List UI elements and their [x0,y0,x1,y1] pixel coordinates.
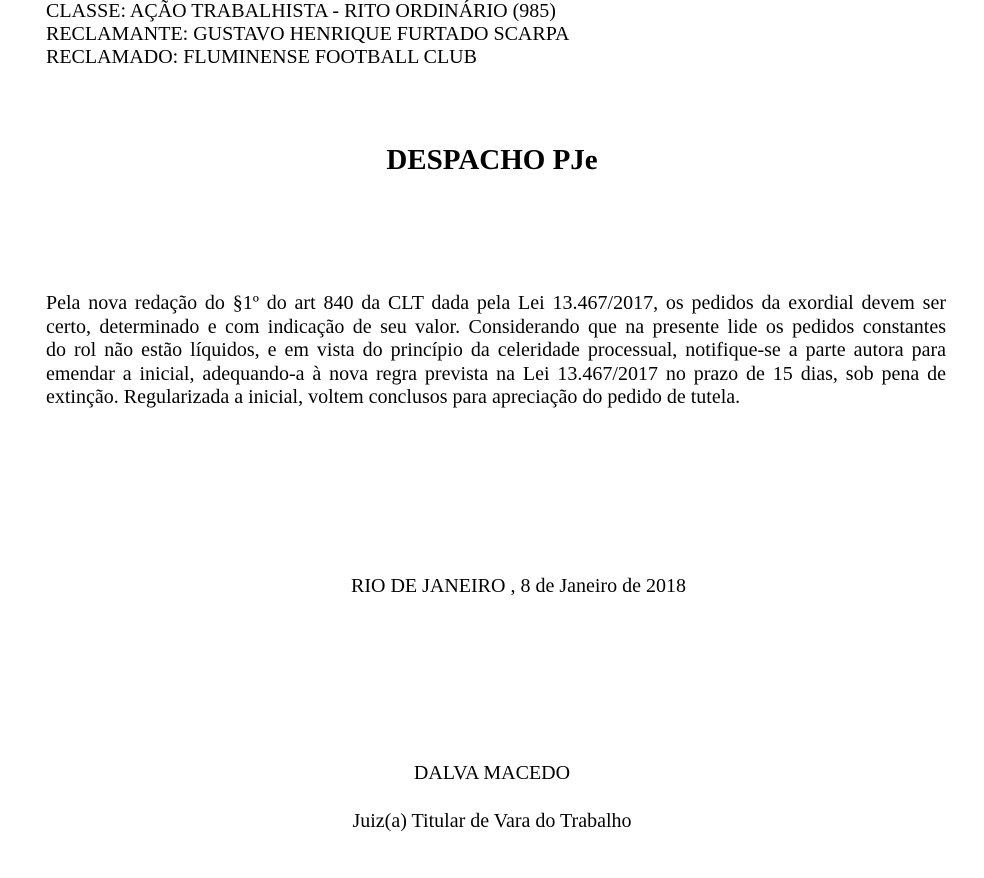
body-line-4: emendar a inicial, adequando-a à nova regra prevista na Lei 13.467/2017 no prazo de 15 dias, sob pena de [46,362,946,385]
body-line-1: Pela nova redação do §1º do art 840 da CLT dada pela Lei 13.467/2017, os pedidos da exordial devem ser [46,292,946,314]
plaintiff: RECLAMANTE: GUSTAVO HENRIQUE FURTADO SCARPA [46,23,570,45]
document-title: DESPACHO PJe [386,144,598,176]
place-and-date: RIO DE JANEIRO , 8 de Janeiro de 2018 [351,575,686,597]
signer-role: Juiz(a) Titular de Vara do Trabalho [352,810,632,832]
defendant: RECLAMADO: FLUMINENSE FOOTBALL CLUB [46,46,477,68]
signer-name: DALVA MACEDO [413,762,571,784]
body-line-5: extinção. Regularizada a inicial, voltem conclusos para apreciação do pedido de tutela. [46,386,741,409]
case-class: CLASSE: AÇÃO TRABALHISTA - RITO ORDINÁRIO (985) [46,0,556,22]
body-line-2: certo, determinado e com indicação de seu valor. Considerando que na presente lide os pedidos constantes [46,315,946,338]
body-line-3: do rol não estão líquidos, e em vista do princípio da celeridade processual, notifique-se a parte autora para [46,339,946,362]
case-header [46,0,946,69]
dispatch-body [46,292,946,410]
